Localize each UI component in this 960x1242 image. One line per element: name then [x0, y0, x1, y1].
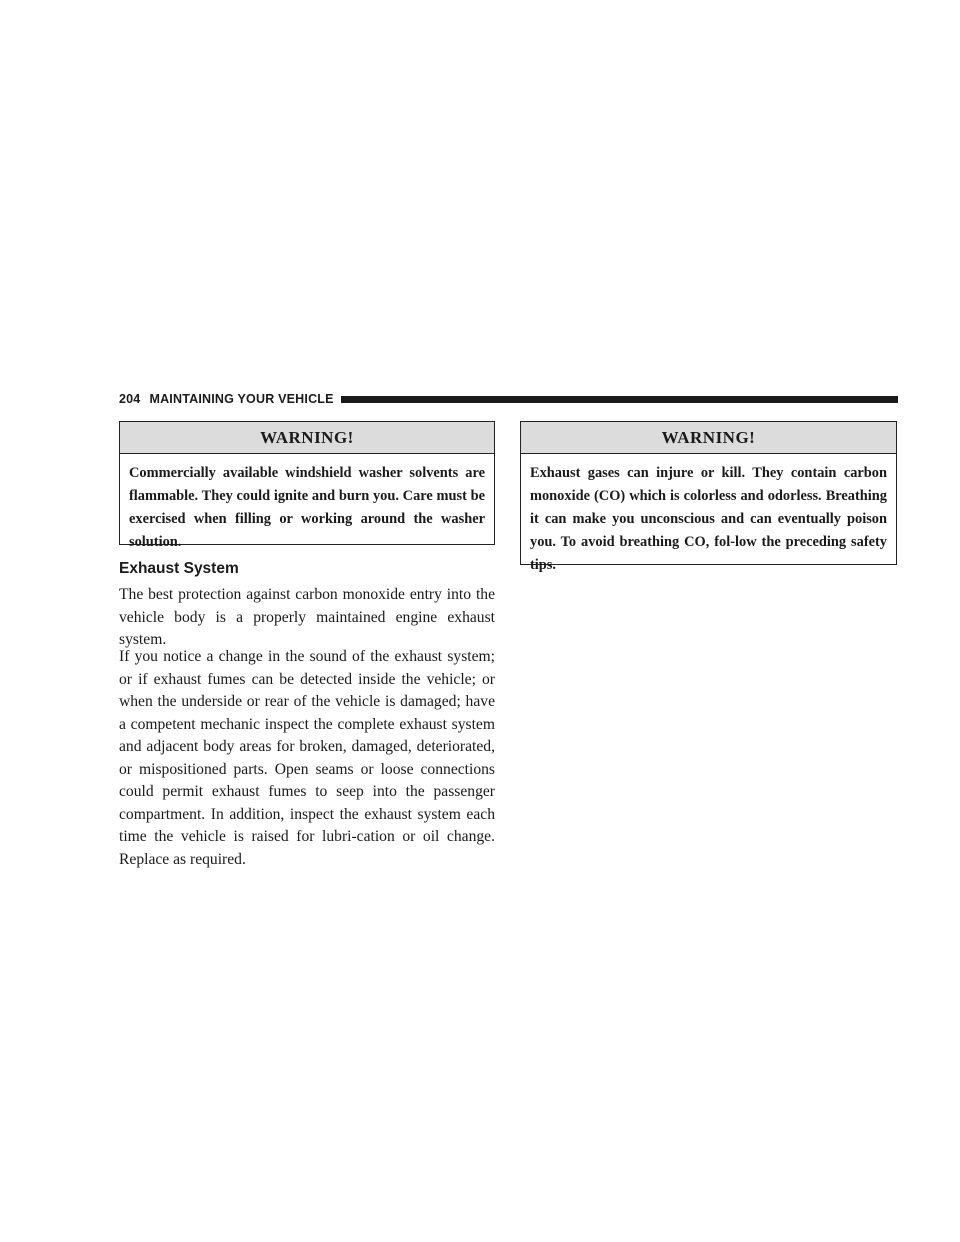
warning-text: Exhaust gases can injure or kill. They contain carbon monoxide (CO) which is colorless and odorless. Breathing it can make you unconscious and can eventually poison you. To avoid breathing CO, fol-low the preceding safety tips.: [530, 465, 887, 573]
section-title: MAINTAINING YOUR VEHICLE: [149, 392, 334, 406]
warning-box-washer-solvent: [119, 421, 495, 550]
warning-title: WARNING!: [120, 422, 494, 454]
body-paragraph: The best protection against carbon monoxide entry into the vehicle body is a properly maintained engine exhaust system.: [119, 586, 495, 648]
header-rule: [341, 396, 898, 403]
exhaust-system-heading: Exhaust System: [119, 560, 239, 577]
page-number: 204: [119, 392, 141, 406]
body-paragraph: If you notice a change in the sound of the exhaust system; or if exhaust fumes can be detected inside the vehicle; or when the underside or rear of the vehicle is damaged; have a competent mechanic inspect the complete exhaust system and adjacent body areas for broken, damaged, deteriorated, or mispositioned parts. Open seams or loose connections could permit exhaust fumes to seep into the passenger compartment. In addition, inspect the exhaust system each time the vehicle is raised for lubri-cation or oil change. Replace as required.: [119, 648, 495, 868]
warning-box-exhaust-gases: [520, 421, 897, 573]
warning-title: WARNING!: [521, 422, 896, 454]
warning-text: Commercially available windshield washer solvents are flammable. They could ignite and burn you. Care must be exercised when filling or working around the washer solution.: [129, 465, 485, 550]
page-header: [119, 388, 898, 410]
